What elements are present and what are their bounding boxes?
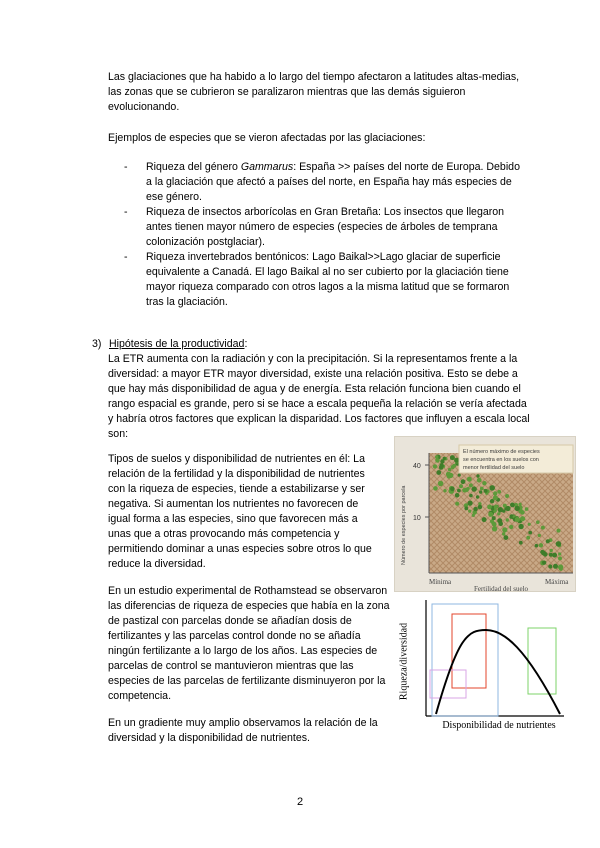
scatter-point [468, 501, 473, 506]
scatter-point [519, 503, 522, 506]
scatter-point [462, 488, 467, 493]
annotation-line: El número máximo de especies [463, 449, 540, 455]
y-axis-label: Riqueza/diversidad [398, 622, 410, 701]
scatter-point [520, 516, 525, 521]
annotation-line: menor fertilidad del suelo [463, 465, 525, 471]
scatter-point [461, 479, 466, 484]
scatter-point [505, 494, 509, 498]
scatter-point [535, 544, 539, 548]
scatter-point [494, 505, 498, 509]
page-number: 2 [296, 796, 304, 808]
scatter-point [528, 531, 532, 535]
scatter-point [498, 522, 503, 527]
x-axis-label: Disponibilidad de nutrientes [442, 720, 556, 731]
scatter-point [509, 515, 512, 518]
scale-box-blue [432, 604, 498, 716]
scatter-point [480, 487, 484, 491]
section-colon: : [244, 338, 248, 350]
scatter-point [539, 543, 543, 547]
soils-paragraph: Tipos de suelos y disponibilidad de nutrientes en él: La relación de la fertilidad y la disponibilidad de nutrientes con la riqueza de especies, tiende a estabilizarse y ser negativa. Si aumentan los nutrientes no favorecen de igual forma a las especies, sino que favorecen más a unas que a otras provocando más competencia y permitiendo dominar a unas especies sobre otros lo que reduce la diversidad. [108, 453, 372, 570]
scatter-point [549, 553, 553, 557]
annotation-line: se encuentra en los suelos con [463, 457, 539, 463]
scatter-point [478, 505, 483, 510]
bullet-text: : España >> países del norte de Europa. Debido a la glaciación que afectó a países del norte, en España hay más especies de ese género. [146, 161, 520, 203]
examples-title: Ejemplos de especies que se vieron afectadas por las glaciaciones: [108, 132, 426, 144]
scatter-point [528, 523, 531, 526]
scatter-point [476, 495, 479, 498]
scatter-point [526, 536, 530, 540]
scatter-point [489, 485, 495, 491]
scatter-point [506, 518, 509, 521]
scatter-point [476, 474, 479, 477]
scatter-point [497, 490, 501, 494]
scatter-point [504, 535, 509, 540]
scatter-point [492, 526, 497, 531]
scatter-point [482, 481, 486, 485]
scatter-point [553, 564, 558, 569]
scatter-point [450, 455, 455, 460]
fertility-scatter-svg [395, 437, 577, 593]
scatter-point [455, 493, 460, 498]
scatter-point [525, 507, 529, 511]
scatter-point [515, 517, 520, 522]
scatter-point [498, 507, 503, 512]
scale-box-green [528, 628, 556, 694]
scatter-point [510, 503, 515, 508]
scatter-point [541, 526, 545, 530]
scatter-point [515, 506, 520, 511]
scatter-point [505, 506, 510, 511]
scatter-point [542, 561, 546, 565]
scatter-point [443, 457, 446, 460]
bullet-dash: - [124, 251, 128, 263]
scatter-point [493, 495, 498, 500]
scatter-point [469, 494, 473, 498]
scatter-point [455, 502, 459, 506]
scatter-point [541, 551, 546, 556]
scatter-point [458, 474, 461, 477]
scatter-point [452, 464, 456, 468]
scatter-point [466, 487, 469, 490]
scatter-point [502, 527, 507, 532]
scatter-point [557, 529, 561, 533]
scatter-point [450, 487, 455, 492]
gradient-paragraph: En un gradiente muy amplio observamos la relación de la diversidad y la disponibilidad de nutrientes. [108, 717, 378, 744]
scatter-point [433, 464, 437, 468]
etr-paragraph: La ETR aumenta con la radiación y con la precipitación. Si la representamos frente a la diversidad: a mayor ETR mayor diversidad, existe una relación positiva. Esto se debe a que hay más disponibilidad de agua y de energía. Esta relación funciona bien cuando el rango espacial es grande, pero si se hace a escala pequeña la relación se vería afectada y habría otros factores que explican la disparidad. Los factores que influyen a escala local son: [108, 353, 530, 440]
scatter-point [488, 512, 493, 517]
intro-paragraph: Las glaciaciones que ha habido a lo largo del tiempo afectaron a latitudes altas-medias, las zonas que se cubrieron se paralizaron mientras que las demás siguieron evolucionando. [108, 71, 520, 113]
scatter-point [443, 489, 446, 492]
scatter-point [491, 521, 495, 525]
scatter-point [538, 534, 541, 537]
scatter-point [469, 483, 473, 487]
scatter-point [457, 489, 461, 493]
scatter-point [519, 541, 523, 545]
x-axis-label: Fertilidad del suelo [473, 585, 529, 593]
scatter-point [464, 507, 468, 511]
bullet-text: Riqueza invertebrados bentónicos: Lago Baikal>>Lago glaciar de superficie equivalente a Canadá. El lago Baikal al no ser cubierto por la glaciación tiene mayor riqueza comparado con otros lagos a la misma latitud que se formaron tras la glaciación. [146, 251, 510, 308]
bullet-text: Riqueza del género [146, 161, 241, 173]
scatter-point [518, 524, 523, 529]
list-item [124, 205, 528, 250]
figure-hump-curve [396, 596, 568, 738]
scatter-point [482, 517, 487, 522]
scatter-point [558, 556, 562, 560]
scatter-point [497, 512, 500, 515]
scatter-point [459, 484, 463, 488]
scatter-point [491, 508, 494, 511]
section-title: Hipótesis de la productividad [109, 338, 245, 350]
scatter-point [548, 564, 552, 568]
y-axis-label: Número de especies por parcela [401, 485, 407, 565]
list-item [124, 250, 528, 310]
examples-list [124, 160, 528, 310]
list-item [124, 160, 528, 205]
scatter-point [435, 458, 440, 463]
scatter-point [484, 489, 488, 493]
genus-name: Gammarus [240, 161, 294, 173]
x-max-label: Máxima [545, 578, 569, 586]
scatter-point [493, 491, 497, 495]
hump-curve-svg [396, 596, 568, 738]
figure-fertility-scatter [394, 436, 576, 592]
scatter-point [472, 486, 477, 491]
scatter-point [477, 478, 482, 483]
bullet-dash: - [124, 206, 128, 218]
scatter-point [556, 541, 561, 546]
section-heading [92, 337, 532, 352]
scatter-point [492, 516, 496, 520]
scatter-point [435, 455, 438, 458]
scatter-point [546, 539, 550, 543]
scatter-point [472, 514, 475, 517]
scatter-point [468, 510, 471, 513]
bullet-dash: - [124, 161, 128, 173]
scatter-point [559, 567, 563, 571]
bullet-text: Riqueza de insectos arborícolas en Gran Bretaña: Los insectos que llegaron antes tienen mayor número de especies (especies de árboles de temprana colonización postglaciar). [146, 206, 505, 248]
y-tick-label: 40 [413, 463, 421, 470]
scatter-point [479, 490, 482, 493]
scatter-point [473, 507, 477, 511]
x-min-label: Mínima [429, 578, 452, 586]
y-tick-label: 10 [413, 515, 421, 522]
scatter-point [509, 525, 513, 529]
rothamstead-paragraph: En un estudio experimental de Rothamstead se observaron las diferencias de riqueza de especies que había en la zona de pastizal con parcelas donde se añadían dosis de fertilizantes y las parcelas control donde no se añadía ningún fertilizante a lo largo de los años. Las especies de parcelas de control se mantuvieron mientras que las especies de las parcelas de fertilizante disminuyeron por la competencia. [108, 585, 390, 702]
scatter-point [448, 468, 451, 471]
scatter-point [436, 470, 441, 475]
scatter-point [552, 553, 557, 558]
section-number: 3) [92, 338, 102, 350]
scatter-point [438, 481, 444, 487]
scatter-point [558, 552, 561, 555]
scatter-point [536, 520, 540, 524]
scatter-point [467, 477, 472, 482]
scatter-point [446, 472, 451, 477]
scatter-point [440, 463, 444, 467]
scatter-point [433, 486, 438, 491]
scatter-point [550, 549, 553, 552]
scatter-point [502, 532, 505, 535]
